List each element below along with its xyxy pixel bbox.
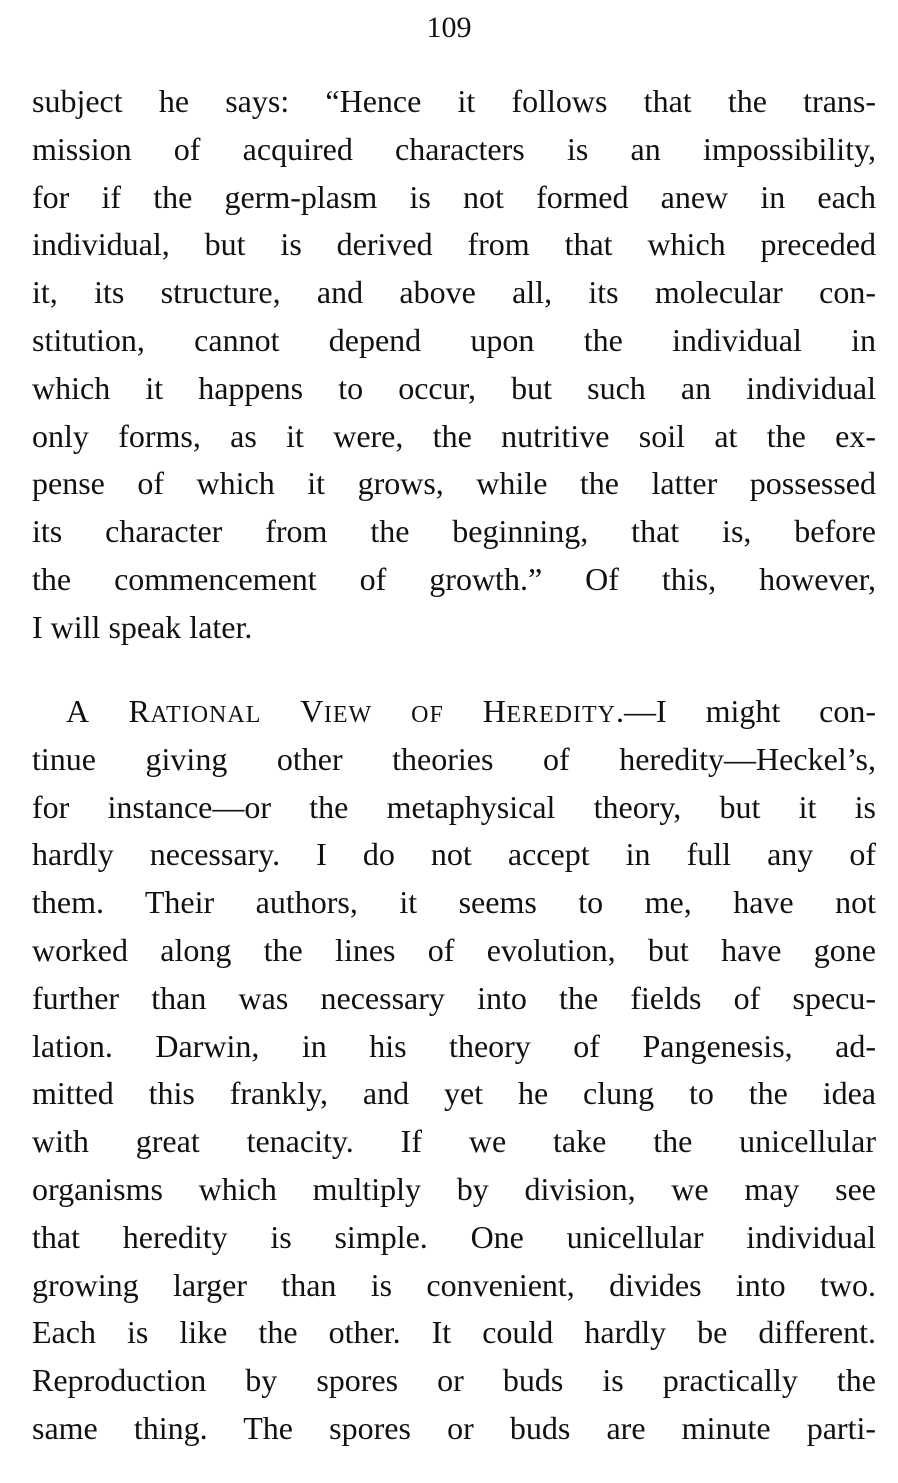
- section-heading: A RATIONAL VIEW OF HEREDITY.—: [66, 693, 656, 729]
- text-line: same thing. The spores or buds are minute parti-: [32, 1409, 876, 1446]
- text-line: lation. Darwin, in his theory of Pangenesis, ad-: [32, 1027, 876, 1064]
- text-line: for if the germ-plasm is not formed anew in each: [32, 178, 876, 215]
- paragraph-quotation: [32, 78, 876, 652]
- text-line: tinue giving other theories of heredity—Heckel’s,: [32, 740, 876, 777]
- paragraph-rational-view-of-heredity: [32, 688, 876, 1453]
- text-line: worked along the lines of evolution, but have gone: [32, 931, 876, 968]
- text-line: that heredity is simple. One unicellular individual: [32, 1218, 876, 1255]
- page-number: 109: [426, 11, 472, 44]
- text-line: hardly necessary. I do not accept in full any of: [32, 836, 876, 873]
- text-line: Reproduction by spores or buds is practically the: [32, 1362, 876, 1399]
- text-line: individual, but is derived from that which preceded: [32, 226, 876, 263]
- text-line: for instance—or the metaphysical theory, but it is: [32, 788, 876, 825]
- text-line: which it happens to occur, but such an individual: [32, 369, 876, 406]
- text-line: with great tenacity. If we take the unicellular: [32, 1123, 876, 1160]
- text-line: Each is like the other. It could hardly be different.: [32, 1314, 876, 1351]
- text-line: further than was necessary into the fields of specu-: [32, 979, 876, 1016]
- text-line: mission of acquired characters is an impossibility,: [32, 130, 876, 167]
- text-line: growing larger than is convenient, divides into two.: [32, 1266, 876, 1303]
- text-line: stitution, cannot depend upon the individual in: [32, 321, 876, 358]
- text-line: organisms which multiply by division, we may see: [32, 1170, 876, 1207]
- text-line: only forms, as it were, the nutritive soil at the ex-: [32, 417, 876, 454]
- text-line: pense of which it grows, while the latter possessed: [32, 465, 876, 502]
- text-line: I might con-: [656, 693, 877, 729]
- text-line: subject he says: “Hence it follows that the trans-: [32, 83, 876, 119]
- text-line: it, its structure, and above all, its molecular con-: [32, 274, 876, 311]
- text-line: the commencement of growth.” Of this, however,: [32, 560, 876, 597]
- text-line: its character from the beginning, that is, before: [32, 513, 876, 550]
- text-line: them. Their authors, it seems to me, have not: [32, 884, 876, 921]
- text-line: I will speak later.: [32, 608, 253, 645]
- section-heading-line: [32, 688, 876, 736]
- text-line: mitted this frankly, and yet he clung to the idea: [32, 1075, 876, 1112]
